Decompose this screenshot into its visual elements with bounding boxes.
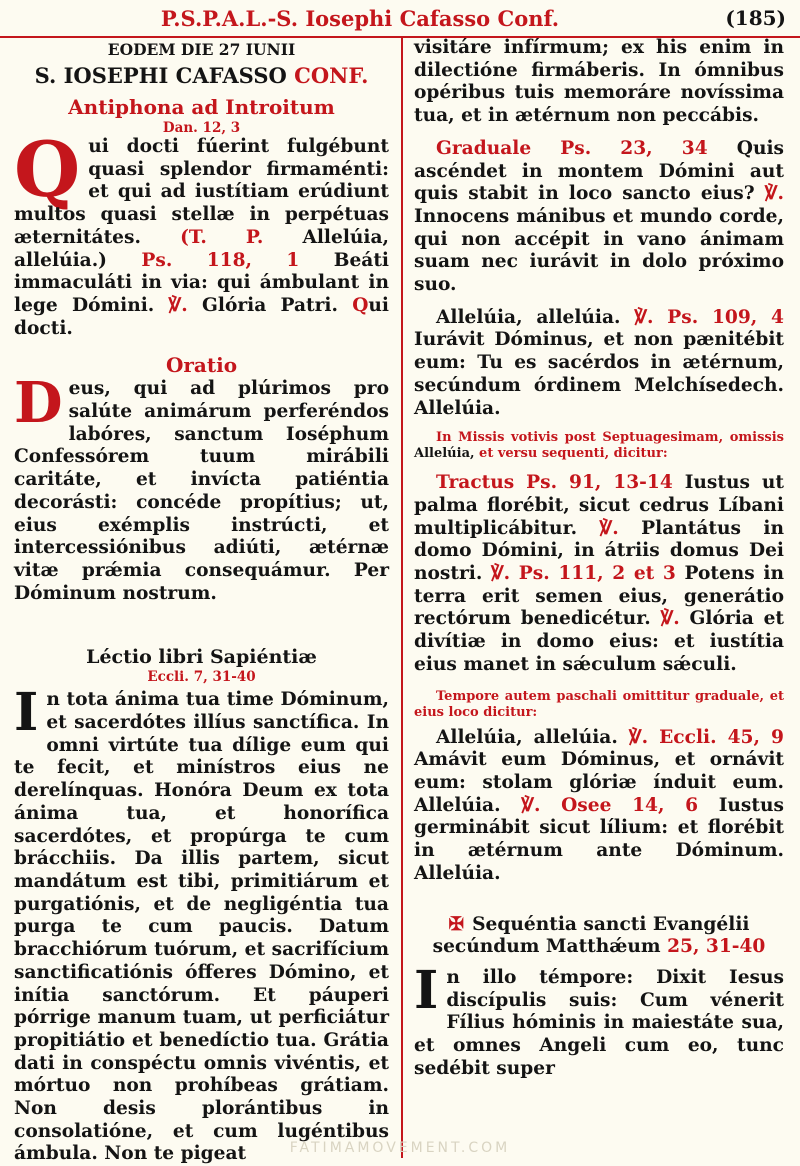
alleluia-paragraph (414, 307, 784, 421)
introit-tp: (T. P. (180, 226, 264, 248)
watermark: FATIMAMOVEMENT.COM (289, 1140, 511, 1156)
saint-name: S. IOSEPHI CAFASSO (34, 63, 287, 88)
rubric-votive-c: et versu sequenti, dicitur: (479, 446, 668, 462)
paschal-ref2: ℣. Osee 14, 6 (521, 794, 699, 816)
rubric-paschal: Tempore autem paschali omittitur graduale, et eius loco dicitur: (414, 688, 784, 720)
gospel-ref: 25, 31-40 (667, 936, 766, 958)
introit-repeat: ui docti. (14, 294, 389, 339)
tractus-text1: Iustus ut palma florébit, sicut cedrus Líbani multiplicábitur. (414, 472, 784, 539)
lectio-paragraph (14, 682, 389, 1166)
lectio-heading: Léctio libri Sapiéntiæ (86, 646, 317, 669)
date-line: EODEM DIE 27 IUNII (107, 40, 296, 59)
rubric-votive-a: In Missis votivis post Septuagesimam, omissis (436, 430, 784, 446)
gospel-heading-line1 (414, 914, 784, 937)
alleluia-text: Iurávit Dóminus, et non pænitébit eum: Tu es sacérdos in ætérnum, secúndum órdinem Melchísedech. Allelúia. (414, 329, 784, 419)
lectio-ref: Eccli. 7, 31-40 (147, 669, 256, 686)
versicle-icon: ℣. (660, 608, 680, 630)
rubric-votive-b: Allelúia, (414, 446, 475, 462)
page-number: (185) (725, 6, 786, 30)
gospel-heading-line2 (414, 936, 784, 959)
tractus-text2: Plantátus in domo Dómini, in átriis domus Dei nostri. (414, 517, 784, 585)
left-column (14, 40, 389, 1165)
graduale-label: Graduale Ps. 23, 34 (436, 137, 708, 159)
introit-ref: Dan. 12, 3 (162, 120, 241, 136)
paschal-paragraph (414, 727, 784, 886)
column-divider (401, 36, 403, 1158)
oratio-drop-initial: D (14, 370, 63, 437)
tractus-text3: Potens in terra erit semen eius, generátio rectórum benedicétur. (414, 563, 784, 630)
paschal-text1: Amávit eum Dóminus, et ornávit eum: stolam glóriæ índuit eum. Allelúia. (414, 749, 784, 816)
page-header (0, 0, 800, 38)
introit-psalm-ref: Ps. 118, 1 (141, 249, 300, 271)
tractus-paragraph (414, 472, 784, 676)
introit-text2: Beáti immaculáti in via: qui ámbulant in lege Dómini. (14, 249, 389, 316)
saint-title (14, 62, 389, 90)
rubric-votive (414, 430, 784, 462)
introit-drop-initial: Q (14, 125, 81, 214)
versicle-icon: ℣. (168, 294, 188, 316)
graduale-text2: Innocens mánibus et mundo corde, qui non accépit in vano ánimam suam nec iurávit in dolo próximo suo. (414, 205, 784, 296)
introit-repeat-initial: Q (352, 294, 369, 316)
tractus-text4: Glória et divítiæ in domo eius: et iustítia eius manet in sǽculum sǽculi. (414, 608, 784, 675)
graduale-paragraph (414, 138, 784, 297)
alleluia-ref: ℣. Ps. 109, 4 (634, 306, 785, 328)
gospel-paragraph (414, 959, 784, 1081)
paschal-text2: Iustus germinábit sicut lílium: et florébit in ætérnum ante Dóminum. Allelúia. (414, 794, 784, 884)
oratio-paragraph (14, 370, 389, 605)
graduale-text1: Quis ascéndet in montem Dómini aut quis stabit in loco sancto eius? (414, 137, 784, 205)
gospel-text: n illo témpore: Dixit Iesus discípulis suis: Cum vénerit Fílius hóminis in maiestáte sua, et omnes Angeli cum eo, tunc sedébit super (414, 966, 784, 1079)
oratio-text: eus, qui ad plúrimos pro salúte animárum perferéndos labóres, sanctum Ioséphum Confessórem tuum mirábili caritáte, et invícta patiéntia decorásti: concéde propítius; ut, eius exémplis instrúcti, et intercessiónibus adiúti, ætérnæ vitæ prǽmia consequámur. Per Dóminum nostrum. (14, 378, 389, 604)
gospel-heading (414, 914, 784, 959)
saint-suffix: CONF. (294, 63, 369, 88)
oratio-heading: Oratio (165, 353, 238, 378)
introit-text1: ui docti fúerint fulgébunt quasi splendor firmaménti: et qui ad iustítiam erúdiunt multos quasi stellæ in perpétuas æternitátes. (14, 136, 389, 248)
running-title: P.S.P.A.L.-S. Iosephi Cafasso Conf. (160, 6, 560, 31)
tractus-label: Tractus Ps. 91, 13-14 (436, 472, 673, 494)
gospel-heading2: secúndum Matthǽum (432, 936, 661, 958)
lectio-text: n tota ánima tua time Dóminum, et sacerdótes illíus sanctífica. In omni virtúte tua dílige eum qui te fecit, et minístros eius ne derelínquas. Honóra Deum ex tota ánima tua, et honorífica sacerdótes, et propúrga te cum brácchiis. Da illis partem, sicut mandátum est tibi, primitiárum et purgatiónis, et de negligéntia tua purga te cum paucis. Datum bracchiórum tuórum, et sacrifícium sanctificatiónis ófferes Dómino, et inítia sanctórum. Et páuperi pórrige manum tuam, ut perficiátur propitiátio et benedíctio tua. Grátia dati in conspéctu omnis vivéntis, et mórtuo non prohíbeas grátiam. Non desis plorántibus in consolatióne, et cum lugéntibus ámbula. Non te pigeat (14, 689, 389, 1165)
gospel-heading1: Sequéntia sancti Evangélii (472, 913, 750, 935)
versicle-icon: ℣. (764, 183, 784, 205)
introit-gloria: Glória Patri. (202, 294, 338, 316)
lectio-continuation: visitáre infírmum; ex his enim in dilectióne firmáberis. In ómnibus opéribus tuis memoráre novíssima tua, et in ætérnum non peccábis. (414, 37, 784, 127)
paschal-ref1: ℣. Eccli. 45, 9 (628, 726, 784, 748)
right-column (414, 37, 785, 1158)
tractus-ref2: ℣. Ps. 111, 2 et 3 (490, 563, 676, 585)
gospel-drop-initial: I (414, 959, 439, 1021)
introit-alleluia: Allelúia, allelúia.) (14, 226, 389, 271)
cross-icon: ✠ (448, 913, 465, 935)
introit-heading: Antiphona ad Introitum (68, 95, 335, 119)
versicle-icon: ℣. (599, 517, 619, 539)
alleluia-intro: Allelúia, allelúia. (436, 306, 621, 328)
lectio-drop-initial: I (14, 682, 39, 744)
paschal-intro: Allelúia, allelúia. (436, 726, 618, 748)
